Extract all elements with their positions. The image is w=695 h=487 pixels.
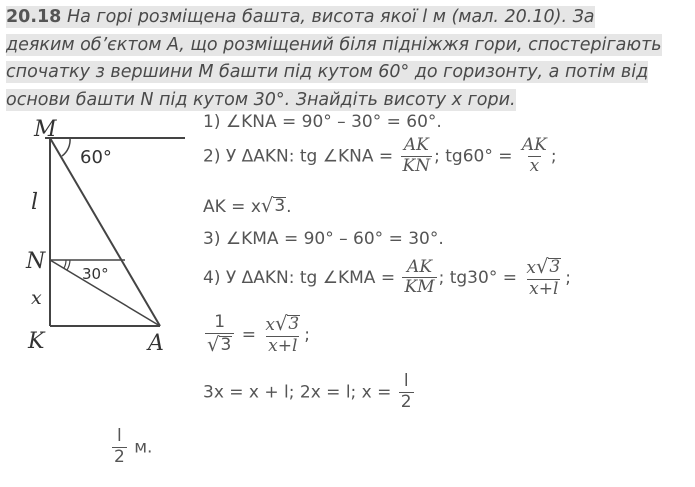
- answer-fraction: $\frac{l}{2}$: [114, 426, 125, 467]
- label-x: x: [31, 287, 42, 309]
- problem-number: 20.18: [6, 7, 62, 27]
- angle-arc-30-b: [67, 260, 70, 270]
- step-1: 1) ∠KNA = 90° – 30° = 60°.: [203, 112, 442, 132]
- angle-arc-60: [62, 138, 70, 156]
- problem-line-1: На горі розміщена башта, висота якої l м (мал. 20.10). За: [66, 7, 595, 27]
- step-2: 2) У ΔAKN: tg ∠KNA = $\frac{AK}{KN}$ ; tg60° = $\frac{AK}{x}$ ;: [203, 135, 557, 176]
- sqrt-symbol: √ 3: [260, 194, 286, 217]
- label-a: A: [148, 331, 164, 356]
- label-k: K: [28, 329, 45, 354]
- fraction-ak-kn: $\frac{AK}{KN}$: [402, 135, 431, 176]
- step-3: 3) ∠KMA = 90° – 60° = 30°.: [203, 229, 444, 249]
- proportion-equation: 1 √ 3 = x √ 3 x+l ;: [207, 312, 310, 356]
- fraction-1-root3: 1 √ 3: [205, 314, 234, 356]
- problem-line-2: деяким об’єктом A, що розміщений біля підніжжя гори, спостерігають: [6, 34, 662, 55]
- problem-line-4: основи башти N під кутом 30°. Знайдіть висоту x гори.: [6, 89, 516, 110]
- problem-line-3: спочатку з вершини M башти під кутом 60° до горизонту, а потім від: [6, 62, 649, 82]
- fraction-xroot3-xl-2: x √ 3 x+l: [265, 312, 300, 356]
- final-equation: 3x = x + l; 2x = l; x = $\frac{l}{2}$: [203, 371, 412, 412]
- figure-diagram: [0, 108, 200, 358]
- step-2-separator: ; tg60° =: [434, 146, 513, 167]
- step-4: 4) У ΔAKN: tg ∠KMA = $\frac{AK}{KM}$ ; tg30° = x √ 3 x+l ;: [203, 255, 571, 299]
- problem-statement: [6, 4, 690, 114]
- fraction-xroot3-xl: x √ 3 x+l: [526, 255, 561, 299]
- angle-label-60: 60°: [80, 147, 112, 168]
- fraction-ak-x: $\frac{AK}{x}$: [521, 135, 547, 176]
- answer: [110, 428, 152, 467]
- step-2-prefix: 2) У ΔAKN: tg ∠KNA =: [203, 146, 394, 167]
- label-l: l: [31, 190, 39, 215]
- ak-equation: AK = x √ 3 .: [203, 194, 292, 217]
- label-n: N: [26, 249, 46, 274]
- fraction-ak-km: $\frac{AK}{KM}$: [404, 256, 435, 298]
- angle-arc-30: [64, 260, 66, 268]
- angle-label-30: 30°: [82, 265, 109, 283]
- label-m: M: [34, 117, 57, 142]
- fraction-l-2: $\frac{l}{2}$: [400, 371, 412, 412]
- answer-unit: м.: [134, 437, 153, 458]
